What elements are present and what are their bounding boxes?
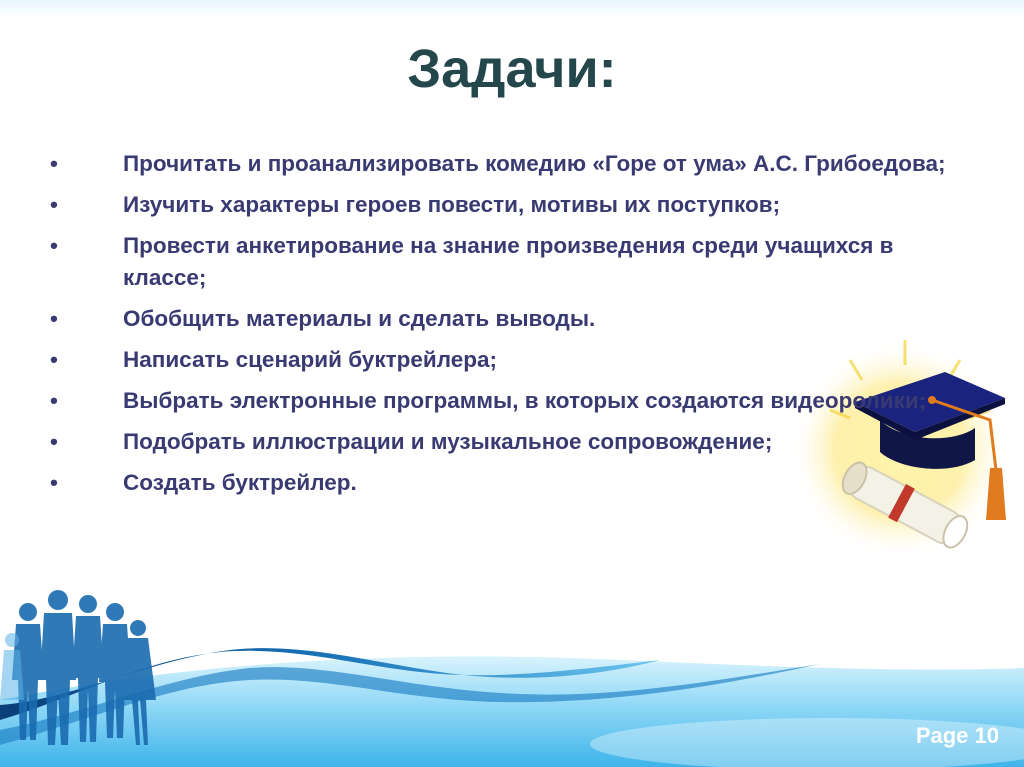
- list-item-text: Написать сценарий буктрейлера;: [123, 347, 497, 372]
- list-item-text: Изучить характеры героев повести, мотивы их поступков;: [123, 192, 781, 217]
- bullet-icon: •: [50, 151, 58, 176]
- list-item: [50, 426, 950, 458]
- list-item-text: Прочитать и проанализировать комедию «Горе от ума» А.С. Грибоедова;: [123, 151, 946, 176]
- bullet-icon: •: [50, 306, 58, 331]
- bullet-icon: •: [50, 470, 58, 495]
- list-item: [50, 467, 950, 499]
- list-item-text: Создать буктрейлер.: [123, 470, 357, 495]
- list-item-text: Обобщить материалы и сделать выводы.: [123, 306, 596, 331]
- page-number: Page 10: [915, 723, 999, 748]
- list-item: [50, 385, 950, 417]
- list-item-text: Выбрать электронные программы, в которых создаются видеоролики;: [123, 388, 927, 413]
- bullet-icon: •: [50, 388, 58, 413]
- bullet-icon: •: [50, 429, 58, 454]
- list-item: [50, 189, 950, 221]
- list-item: [50, 303, 950, 335]
- list-item: [50, 148, 950, 180]
- list-item: [50, 230, 950, 294]
- list-item-text: Подобрать иллюстрации и музыкальное сопровождение;: [123, 429, 773, 454]
- bullet-icon: •: [50, 192, 58, 217]
- task-list: [50, 148, 950, 508]
- bullet-icon: •: [50, 347, 58, 372]
- slide-title: Задачи:: [407, 39, 617, 99]
- bullet-icon: •: [50, 233, 58, 258]
- list-item-text: Провести анкетирование на знание произведения среди учащихся в классе;: [123, 233, 894, 290]
- list-item: [50, 344, 950, 376]
